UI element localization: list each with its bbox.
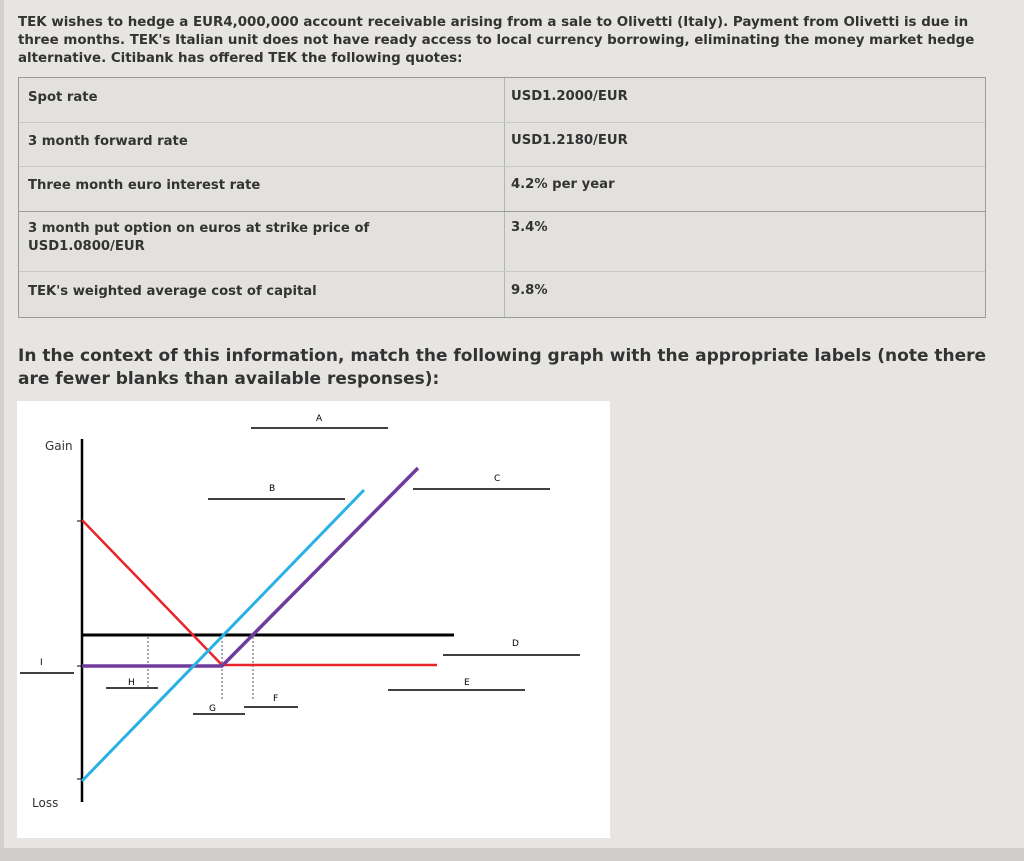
bottom-edge bbox=[0, 848, 1024, 861]
column-divider bbox=[504, 78, 505, 317]
blank-letter: B bbox=[269, 484, 276, 494]
blank-letter: E bbox=[464, 678, 470, 688]
blank-b[interactable] bbox=[208, 484, 345, 499]
blank-g[interactable] bbox=[193, 704, 245, 714]
question-prompt: In the context of this information, match the following graph with the appropriate labels (note there are fewer blanks than available responses): bbox=[18, 346, 987, 389]
blank-letter: I bbox=[40, 658, 43, 668]
blank-letter: H bbox=[128, 678, 135, 688]
row-divider bbox=[19, 211, 985, 212]
put-option-line bbox=[82, 520, 437, 665]
blank-f[interactable] bbox=[244, 694, 298, 707]
quote-label: Three month euro interest rate bbox=[28, 178, 261, 193]
quote-label: 3 month forward rate bbox=[28, 134, 188, 149]
blank-letter: D bbox=[512, 639, 519, 649]
blank-i[interactable] bbox=[20, 658, 74, 673]
quote-label: TEK's weighted average cost of capital bbox=[28, 284, 317, 299]
row-divider bbox=[19, 166, 985, 167]
row-divider bbox=[19, 271, 985, 272]
blank-letter: F bbox=[273, 694, 279, 704]
quote-value: 9.8% bbox=[511, 283, 548, 298]
blank-h[interactable] bbox=[106, 678, 158, 688]
quote-label: Spot rate bbox=[28, 90, 98, 105]
quote-value: USD1.2180/EUR bbox=[511, 133, 628, 148]
quote-value: USD1.2000/EUR bbox=[511, 89, 628, 104]
gain-label: Gain bbox=[45, 439, 73, 453]
blank-letter: G bbox=[209, 704, 216, 714]
loss-label: Loss bbox=[32, 796, 59, 810]
hedge-graph bbox=[17, 401, 610, 838]
quotes-table bbox=[18, 77, 986, 318]
blank-letter: A bbox=[316, 414, 323, 424]
problem-intro: TEK wishes to hedge a EUR4,000,000 account receivable arising from a sale to Olivetti (Italy). Payment from Olivetti is due in three months. TEK's Italian unit does not have ready access to local currency borrowing, eliminating the money market hedge alternative. Citibank has offered TEK the following quotes: bbox=[18, 15, 975, 66]
left-edge bbox=[0, 0, 4, 861]
blank-c[interactable] bbox=[413, 474, 550, 489]
quote-value: 4.2% per year bbox=[511, 177, 615, 192]
row-divider bbox=[19, 122, 985, 123]
blank-d[interactable] bbox=[443, 639, 580, 655]
blank-letter: C bbox=[494, 474, 501, 484]
quote-label: 3 month put option on euros at strike price of USD1.0800/EUR bbox=[28, 221, 370, 254]
blank-e[interactable] bbox=[388, 678, 525, 690]
blank-a[interactable] bbox=[251, 414, 388, 428]
quote-value: 3.4% bbox=[511, 220, 548, 235]
